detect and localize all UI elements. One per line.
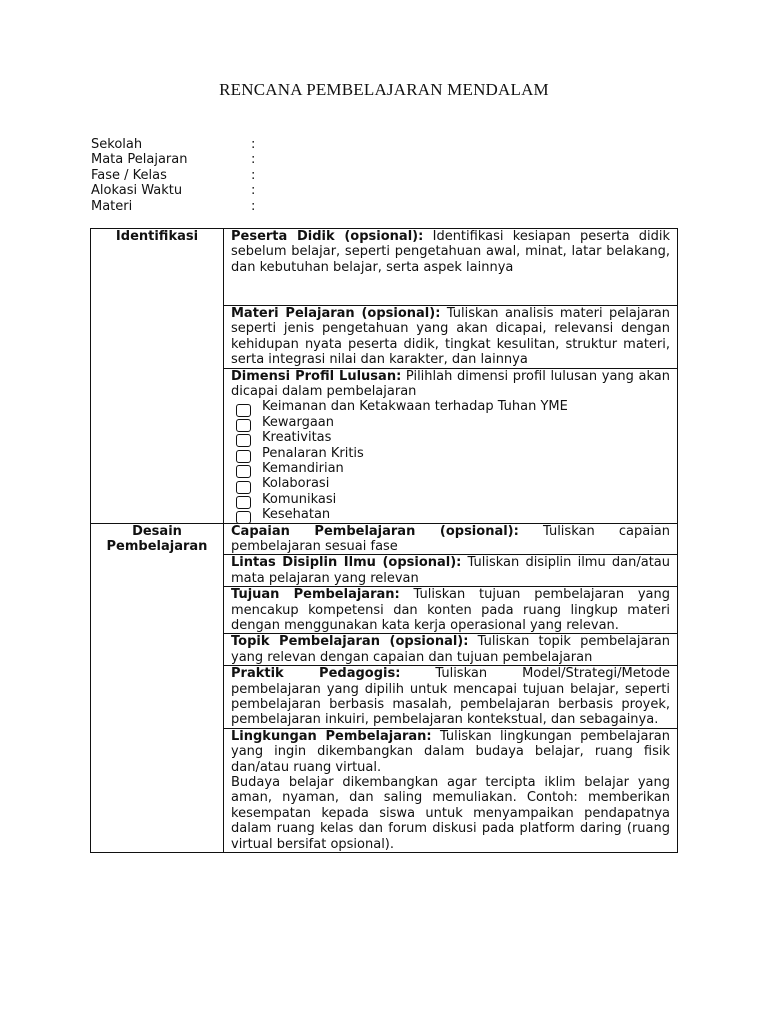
checkbox-label: Kewargaan xyxy=(262,414,335,430)
checklist-item[interactable] xyxy=(231,507,670,522)
checkbox-label: Komunikasi xyxy=(262,491,337,507)
section-desain-pembelajaran xyxy=(91,523,224,853)
lesson-plan-table xyxy=(90,228,678,853)
meta-colon: : xyxy=(251,198,256,214)
checklist-item[interactable] xyxy=(231,415,670,430)
dimension-checklist xyxy=(231,399,670,522)
cell-text: Pilihlah dimensi profil lulusan yang akan dicapai dalam pembelajaran xyxy=(231,368,670,400)
checkbox[interactable] xyxy=(236,404,251,417)
checkbox[interactable] xyxy=(236,496,251,509)
checkbox-label: Kesehatan xyxy=(262,507,331,523)
meta-label: Mata Pelajaran xyxy=(91,152,188,168)
meta-label: Fase / Kelas xyxy=(91,167,167,183)
cell-heading: Lintas Disiplin Ilmu (opsional): xyxy=(231,555,462,571)
checklist-item[interactable] xyxy=(231,446,670,461)
cell-heading: Capaian Pembelajaran (opsional): xyxy=(231,523,519,539)
meta-label: Materi xyxy=(91,198,133,214)
cell-topik-pembelajaran xyxy=(224,634,678,666)
cell-heading: Topik Pembelajaran (opsional): xyxy=(231,634,469,650)
meta-row-materi xyxy=(91,199,271,214)
cell-lingkungan-pembelajaran xyxy=(224,728,678,852)
checkbox[interactable] xyxy=(236,450,251,463)
checklist-item[interactable] xyxy=(231,399,670,414)
meta-row-mata-pelajaran xyxy=(91,152,271,167)
meta-row-alokasi-waktu xyxy=(91,183,271,198)
cell-peserta-didik xyxy=(224,229,678,306)
cell-capaian-pembelajaran xyxy=(224,523,678,555)
checkbox[interactable] xyxy=(236,481,251,494)
section-identifikasi: Identifikasi xyxy=(91,229,224,524)
cell-text: Tuliskan Model/Strategi/Metode pembelajaran yang dipilih untuk mencapai tujuan belajar, seperti pembelajaran berbasis masalah, pembelajaran berbasis proyek, pembelajaran inkuiri, pembelajaran kontekstual, dan sebagainya. xyxy=(231,666,670,728)
checkbox-label: Penalaran Kritis xyxy=(262,445,364,461)
meta-row-fase-kelas xyxy=(91,168,271,183)
cell-heading: Dimensi Profil Lulusan: xyxy=(231,368,402,384)
checkbox-label: Kreativitas xyxy=(262,430,332,446)
cell-text: Tuliskan analisis materi pelajaran seperti jenis pengetahuan yang akan dicapai, relevansi dengan kehidupan nyata peserta didik, tingkat kesulitan, struktur materi, serta integrasi nilai dan karakter, dan lainnya xyxy=(231,306,670,368)
meta-colon: : xyxy=(251,152,256,168)
cell-heading: Praktik Pedagogis: xyxy=(231,666,401,682)
cell-tujuan-pembelajaran xyxy=(224,587,678,634)
meta-label: Alokasi Waktu xyxy=(91,183,183,199)
cell-text: Tuliskan lingkungan pembelajaran yang ingin dikembangkan dalam budaya belajar, ruang fisik dan/atau ruang virtual. xyxy=(231,728,670,775)
meta-colon: : xyxy=(251,137,256,152)
checklist-item[interactable] xyxy=(231,492,670,507)
meta-label: Sekolah xyxy=(91,137,143,152)
section-label-line: Pembelajaran xyxy=(106,538,208,554)
cell-lintas-disiplin xyxy=(224,555,678,587)
cell-dimensi-profil xyxy=(224,368,678,523)
checkbox[interactable] xyxy=(236,419,251,432)
checkbox[interactable] xyxy=(236,434,251,447)
cell-text: Identifikasi kesiapan peserta didik sebelum belajar, seperti pengetahuan awal, minat, latar belakang, dan kebutuhan belajar, serta aspek lainnya xyxy=(231,229,670,275)
page-title: RENCANA PEMBELAJARAN MENDALAM xyxy=(219,80,549,99)
meta-colon: : xyxy=(251,167,256,183)
cell-heading: Tujuan Pembelajaran: xyxy=(231,587,400,603)
cell-text: Budaya belajar dikembangkan agar tercipta iklim belajar yang aman, nyaman, dan saling memuliakan. Contoh: memberikan kesempatan kepada siswa untuk menyampaikan pendapatnya dalam ruang kelas dan forum diskusi pada platform daring (ruang virtual bersifat opsional). xyxy=(231,775,670,852)
meta-row-sekolah xyxy=(91,137,271,152)
cell-heading: Lingkungan Pembelajaran: xyxy=(231,728,432,744)
cell-heading: Materi Pelajaran (opsional): xyxy=(231,306,441,321)
checkbox[interactable] xyxy=(236,465,251,478)
checkbox-label: Kemandirian xyxy=(262,461,344,476)
section-label-line: Desain xyxy=(132,523,182,539)
checklist-item[interactable] xyxy=(231,461,670,476)
cell-text: Tuliskan disiplin ilmu dan/atau mata pelajaran yang relevan xyxy=(231,555,670,586)
cell-text: Tuliskan topik pembelajaran yang relevan dengan capaian dan tujuan pembelajaran xyxy=(231,634,670,665)
checkbox-label: Keimanan dan Ketakwaan terhadap Tuhan YME xyxy=(262,399,568,415)
cell-text: Tuliskan tujuan pembelajaran yang mencakup kompetensi dan konten pada ruang lingkup materi dengan menggunakan kata kerja operasional yang relevan. xyxy=(231,587,670,633)
checklist-item[interactable] xyxy=(231,476,670,491)
cell-praktik-pedagogis xyxy=(224,666,678,729)
checklist-item[interactable] xyxy=(231,430,670,445)
cell-text: Tuliskan capaian pembelajaran sesuai fase xyxy=(231,523,671,554)
identity-fields xyxy=(91,137,271,214)
checkbox[interactable] xyxy=(236,511,251,524)
checkbox-label: Kolaborasi xyxy=(262,476,330,492)
meta-colon: : xyxy=(251,183,256,199)
cell-materi-pelajaran xyxy=(224,306,678,369)
cell-heading: Peserta Didik (opsional): xyxy=(231,229,424,244)
